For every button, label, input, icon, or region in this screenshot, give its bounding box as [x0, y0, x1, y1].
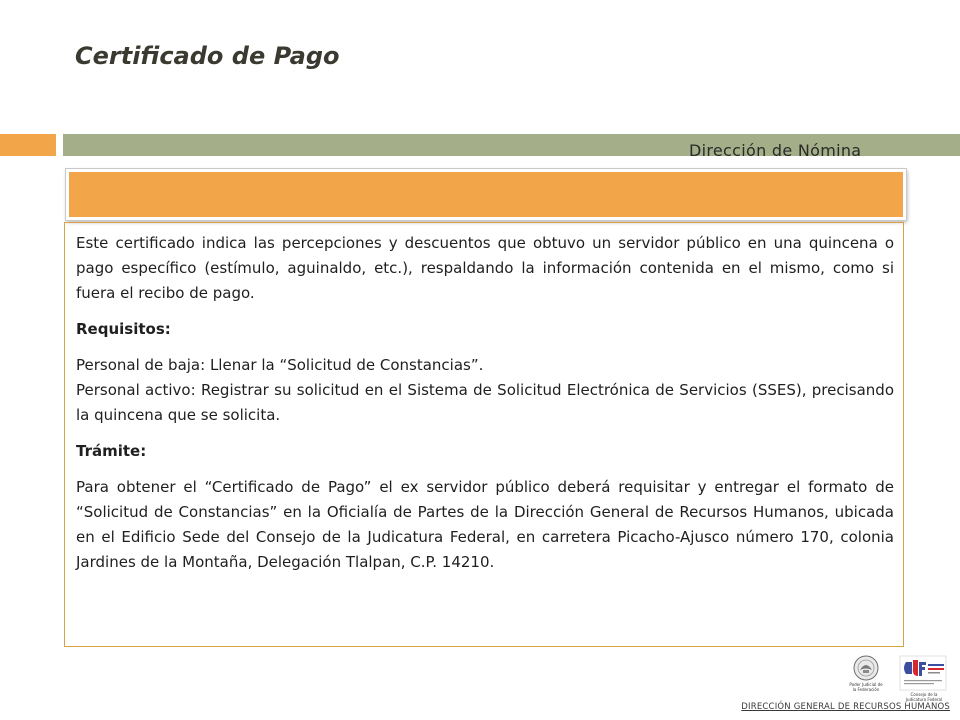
- eagle-seal-icon: [854, 656, 878, 680]
- logo-left-caption: Poder Judicial de la Federación: [849, 682, 883, 692]
- tramite-heading: Trámite:: [76, 442, 147, 460]
- cjf-logo-icon: [900, 656, 946, 690]
- intro-paragraph: Este certificado indica las percepciones y descuentos que obtuvo un servidor público en una quincena o pago específico (estímulo, aguinaldo, etc.), respaldando la información contenida en el mismo, como si fuera el recibo de pago.: [76, 234, 894, 302]
- logo-right-caption: Consejo de la Judicatura Federal: [905, 692, 943, 702]
- requisito-baja: Personal de baja: Llenar la “Solicitud de Constancias”.: [76, 356, 484, 374]
- tramite-paragraph: Para obtener el “Certificado de Pago” el ex servidor público deberá requisitar y entregar el formato de “Solicitud de Constancias” en la Oficialía de Partes de la Dirección General de Recursos Humanos, ubicada en el Edificio Sede del Consejo de la Judicatura Federal, en carretera Picacho-Ajusco número 170, colonia Jardines de la Montaña, Delegación Tlalpan, C.P. 14210.: [76, 478, 894, 571]
- footer-department: DIRECCIÓN GENERAL DE RECURSOS HUMANOS: [741, 702, 950, 712]
- orange-banner: [66, 169, 906, 220]
- requisito-activo: Personal activo: Registrar su solicitud en el Sistema de Solicitud Electrónica de Servicios (SSES), precisando la quincena que se solicita.: [76, 381, 894, 424]
- accent-bar-orange: [0, 134, 56, 156]
- section-subtitle: Dirección de Nómina: [689, 141, 862, 160]
- content-box: [64, 222, 904, 647]
- logo-group: [846, 654, 950, 700]
- page-title: Certificado de Pago: [75, 42, 340, 70]
- requisitos-heading: Requisitos:: [76, 320, 171, 338]
